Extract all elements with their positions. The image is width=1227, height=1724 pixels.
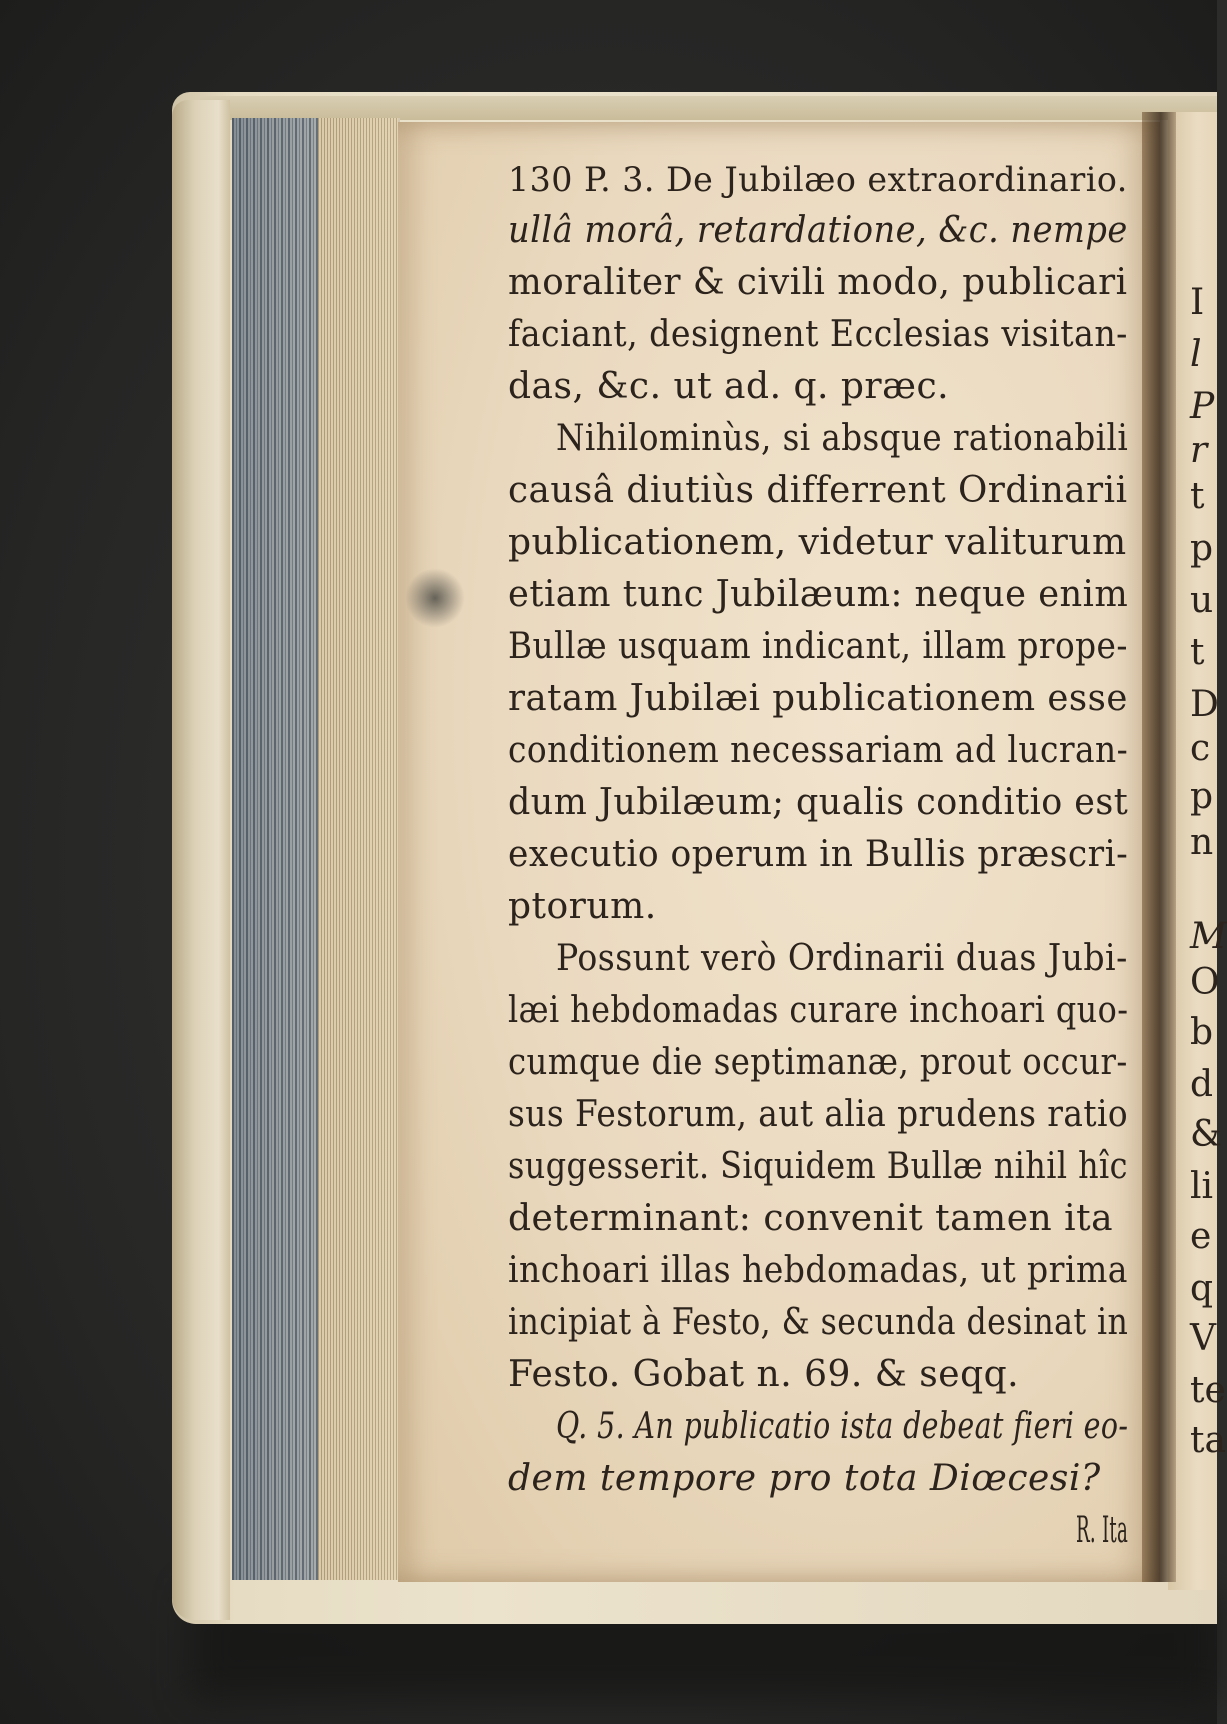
facing-page-text: d <box>1190 1064 1214 1105</box>
text-line: Nihilominùs, si absque rationabili <box>556 418 1129 459</box>
facing-page-text: t <box>1190 632 1205 673</box>
cover-top-edge <box>200 96 1217 120</box>
facing-page-text: li <box>1190 1166 1214 1207</box>
question-line: Q. 5. An publicatio ista debeat fieri eo- <box>556 1406 1129 1447</box>
facing-page-text: q <box>1190 1268 1214 1309</box>
facing-page-text: t <box>1190 476 1205 517</box>
catchword: R. Ita <box>1076 1510 1129 1551</box>
facing-page-text: D <box>1190 684 1219 725</box>
facing-page-text: l <box>1190 334 1202 375</box>
text-line: sus Festorum, aut alia prudens ratio <box>508 1094 1129 1135</box>
text-line: ratam Jubilæi publicationem esse <box>508 678 1128 719</box>
facing-page-text: p <box>1190 776 1214 817</box>
text-line: das, &c. ut ad. q. præc. <box>508 366 950 407</box>
question-line: dem tempore pro tota Diœcesi? <box>508 1458 1101 1499</box>
text-line: executio operum in Bullis præscri- <box>508 834 1129 875</box>
facing-page-text: u <box>1190 580 1214 621</box>
facing-page-text: e <box>1190 1216 1212 1257</box>
text-line: conditionem necessariam ad lucran- <box>508 730 1129 771</box>
running-head: 130 P. 3. De Jubilæo extraordinario. <box>508 160 1128 200</box>
facing-page-text: ta <box>1190 1420 1226 1461</box>
facing-page-text: c <box>1190 728 1211 769</box>
facing-page-text: V <box>1190 1318 1216 1359</box>
facing-page-text: O <box>1190 962 1220 1003</box>
facing-page-text: & <box>1190 1114 1223 1155</box>
text-line: cumque die septimanæ, prout occur- <box>508 1042 1128 1083</box>
text-line: Possunt verò Ordinarii duas Jubi- <box>556 938 1128 979</box>
text-line: ullâ morâ, retardatione, &c. nempe <box>508 210 1128 251</box>
book-gutter <box>1142 112 1176 1582</box>
text-line: causâ diutiùs differrent Ordinarii <box>508 470 1128 511</box>
facing-page-text: M <box>1190 916 1227 957</box>
text-line: dum Jubilæum; qualis conditio est <box>508 782 1129 823</box>
facing-page-text: p <box>1190 528 1214 569</box>
facing-page-text: n <box>1190 822 1214 863</box>
text-line: læi hebdomadas curare inchoari quo- <box>508 990 1129 1031</box>
cover-spine-edge <box>172 100 230 1620</box>
text-line: ptorum. <box>508 886 657 927</box>
text-line: faciant, designent Ecclesias visitan- <box>508 314 1128 355</box>
text-line: etiam tunc Jubilæum: neque enim <box>508 574 1129 615</box>
facing-page-text: P <box>1190 386 1215 427</box>
facing-page-text: I <box>1190 282 1205 323</box>
text-line: inchoari illas hebdomadas, ut prima <box>508 1250 1128 1291</box>
facing-page-text: b <box>1190 1012 1214 1053</box>
text-line: incipiat à Festo, & secunda desinat in <box>508 1302 1129 1343</box>
text-line: determinant: convenit tamen ita <box>508 1198 1114 1239</box>
facing-page-text: r <box>1190 430 1208 471</box>
facing-page-text: te <box>1190 1370 1226 1411</box>
text-line: moraliter & civili modo, publicari <box>508 262 1128 303</box>
text-line: Festo. Gobat n. 69. & seqq. <box>508 1354 1020 1395</box>
text-line: publicationem, videtur valiturum <box>508 522 1127 563</box>
text-line: Bullæ usquam indicant, illam prope- <box>508 626 1128 667</box>
text-line: suggesserit. Siquidem Bullæ nihil hîc <box>508 1146 1128 1187</box>
page-edges-inner <box>318 118 398 1580</box>
